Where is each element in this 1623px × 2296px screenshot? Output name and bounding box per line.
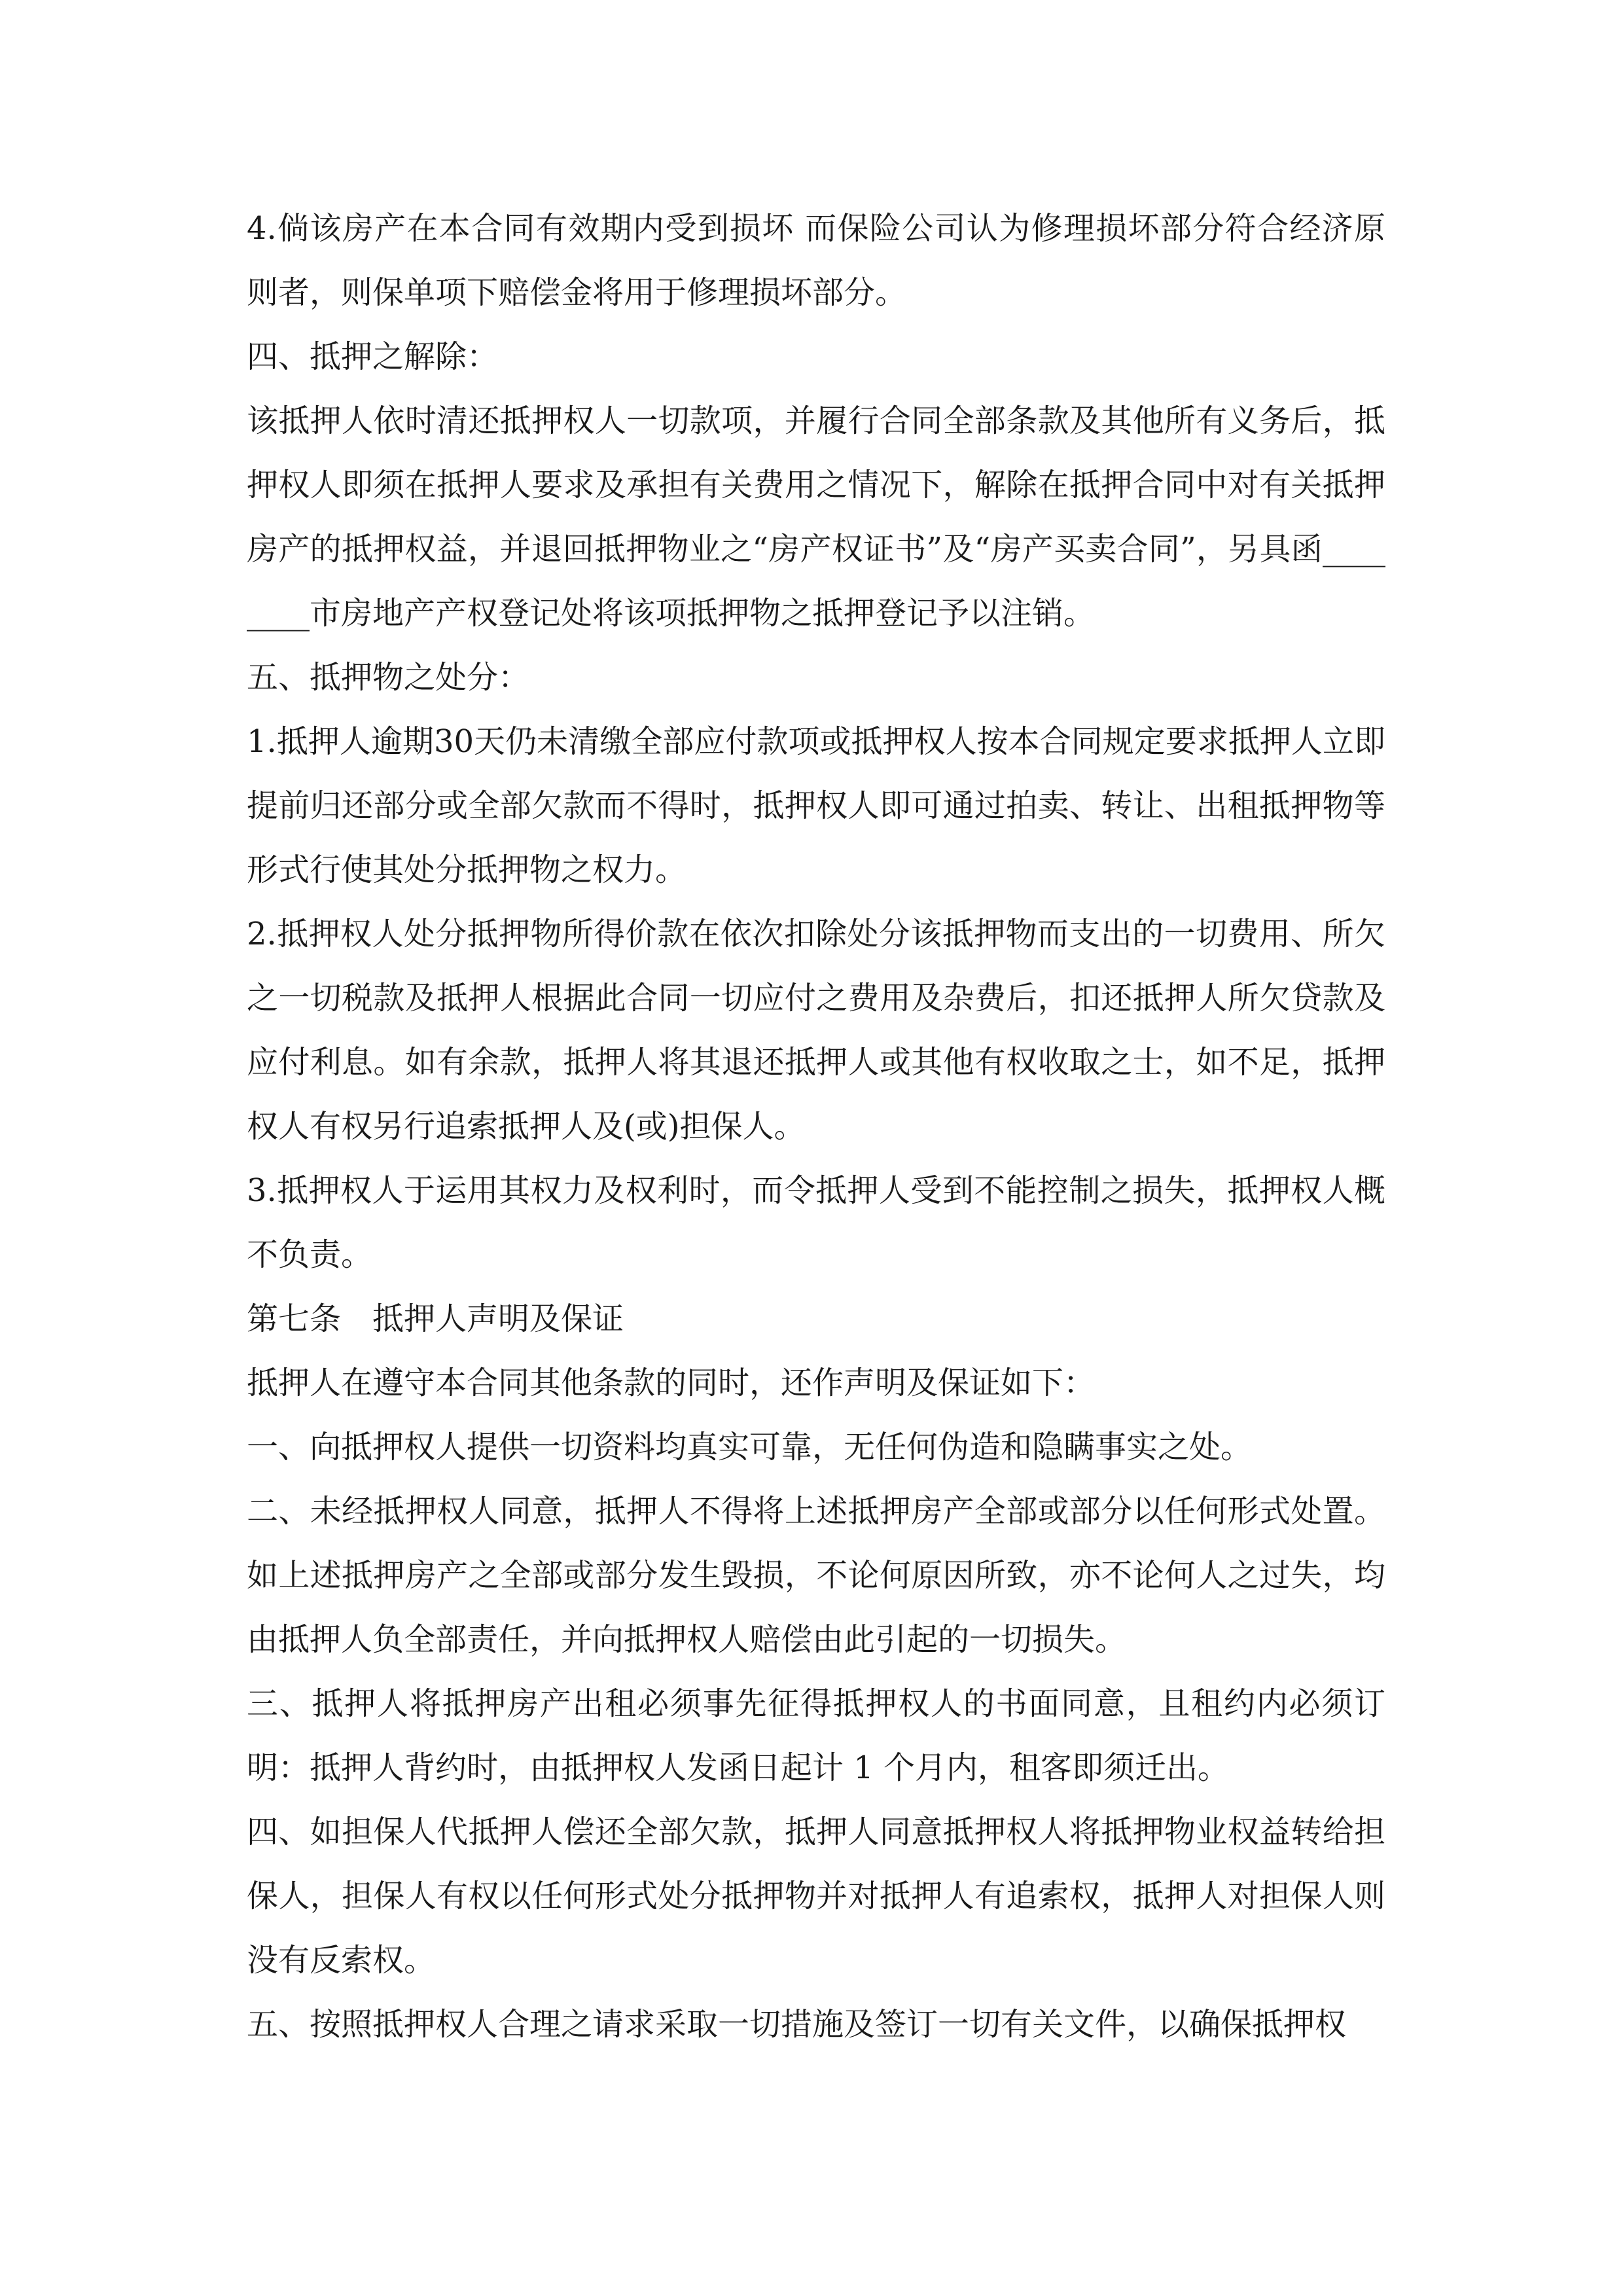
paragraph-release-terms: 该抵押人依时清还抵押权人一切款项，并履行合同全部条款及其他所有义务后，抵押权人即须在抵押人要求及承担有关费用之情况下，解除在抵押合同中对有关抵押房产的抵押权益，并退回抵押物业之“房产权证书”及“房产买卖合同”，另具函________市房地产产权登记处将该项抵押物之抵押登记予以注销。 xyxy=(247,403,1385,632)
document-body xyxy=(247,196,1385,2056)
heading-article-seven: 第七条 抵押人声明及保证 xyxy=(247,1300,624,1337)
heading-release-of-mortgage: 四、抵押之解除： xyxy=(247,338,499,375)
paragraph-disposal-item-1: 1.抵押人逾期30天仍未清缴全部应付款项或抵押权人按本合同规定要求抵押人立即提前归还部分或全部欠款而不得时，抵押权人即可通过拍卖、转让、出租抵押物等形式行使其处分抵押物之权力。 xyxy=(247,723,1385,888)
paragraph-declaration-item-5: 五、按照抵押权人合理之请求采取一切措施及签订一切有关文件，以确保抵押权 xyxy=(247,2006,1347,2043)
paragraph-disposal-item-3: 3.抵押权人于运用其权力及权利时，而令抵押人受到不能控制之损失，抵押权人概不负责。 xyxy=(247,1172,1385,1273)
paragraph-declaration-intro: 抵押人在遵守本合同其他条款的同时，还作声明及保证如下： xyxy=(247,1365,1096,1401)
paragraph-disposal-item-2: 2.抵押权人处分抵押物所得价款在依次扣除处分该抵押物而支出的一切费用、所欠之一切税款及抵押人根据此合同一切应付之费用及杂费后，扣还抵押人所欠贷款及应付利息。如有余款，抵押人将其退还抵押人或其他有权收取之士，如不足，抵押权人有权另行追索抵押人及(或)担保人。 xyxy=(247,916,1385,1145)
heading-disposal-of-collateral: 五、抵押物之处分： xyxy=(247,659,530,696)
paragraph-declaration-item-2: 二、未经抵押权人同意，抵押人不得将上述抵押房产全部或部分以任何形式处置。如上述抵押房产之全部或部分发生毁损，不论何原因所致，亦不论何人之过失，均由抵押人负全部责任，并向抵押权人赔偿由此引起的一切损失。 xyxy=(247,1493,1385,1658)
paragraph-declaration-item-1: 一、向抵押权人提供一切资料均真实可靠，无任何伪造和隐瞒事实之处。 xyxy=(247,1429,1253,1465)
paragraph-declaration-item-3: 三、抵押人将抵押房产出租必须事先征得抵押权人的书面同意，且租约内必须订明：抵押人背约时，由抵押权人发函日起计 1 个月内，租客即须迁出。 xyxy=(247,1685,1385,1786)
paragraph-declaration-item-4: 四、如担保人代抵押人偿还全部欠款，抵押人同意抵押权人将抵押物业权益转给担保人，担保人有权以任何形式处分抵押物并对抵押人有追索权，抵押人对担保人则没有反索权。 xyxy=(247,1814,1385,1979)
paragraph-insurance-repair: 4.倘该房产在本合同有效期内受到损坏 而保险公司认为修理损坏部分符合经济原则者，则保单项下赔偿金将用于修理损坏部分。 xyxy=(247,210,1385,311)
